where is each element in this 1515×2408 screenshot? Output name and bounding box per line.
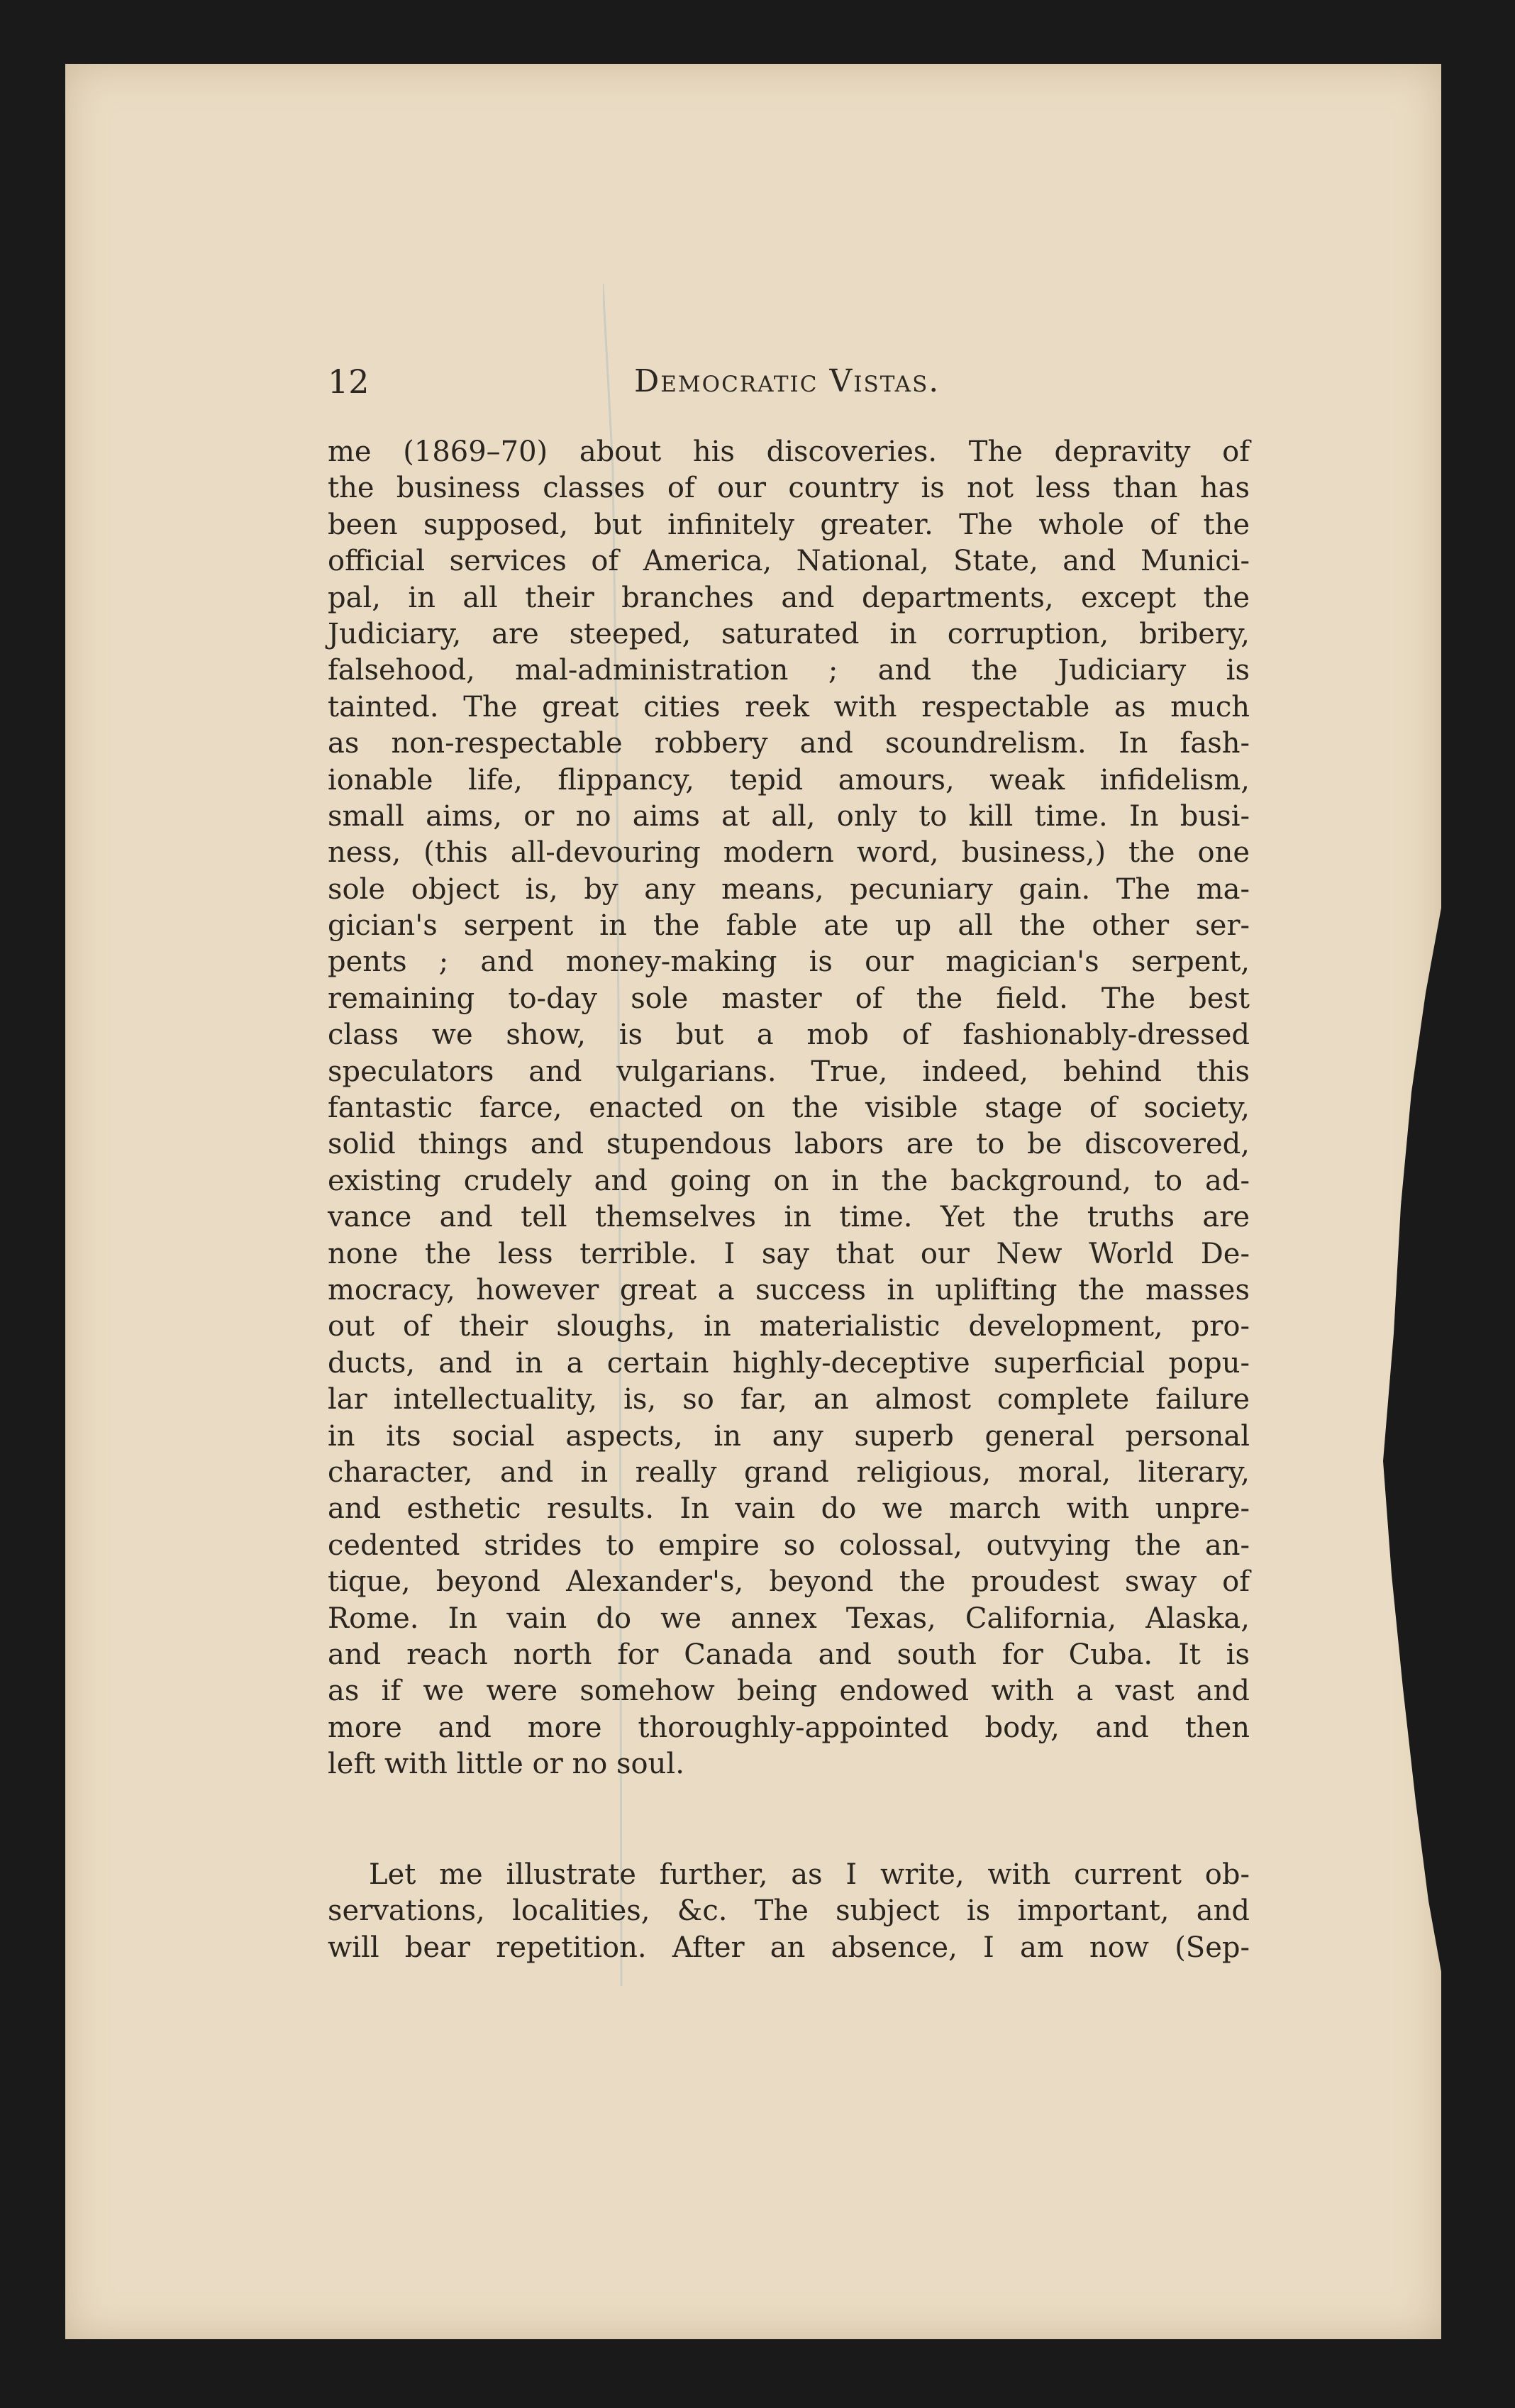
text-line: ness, (this all-devouring modern word, business,) the one (328, 836, 1250, 870)
text-line: as if we were somehow being endowed with a vast and (328, 1675, 1250, 1708)
text-line: left with little or no soul. (328, 1748, 684, 1781)
text-line: vance and tell themselves in time. Yet the truths are (328, 1201, 1250, 1234)
text-line: out of their sloughs, in materialistic development, pro- (328, 1310, 1250, 1343)
text-line: will bear repetition. After an absence, I am now (Sep- (328, 1931, 1250, 1964)
text-line: pal, in all their branches and departments, except the (328, 581, 1250, 614)
text-line: cedented strides to empire so colossal, outvying the an- (328, 1528, 1250, 1562)
text-line: solid things and stupendous labors are to be discovered, (328, 1128, 1250, 1161)
text-line: and reach north for Canada and south for Cuba. It is (328, 1638, 1250, 1671)
text-line: existing crudely and going on in the background, to ad- (328, 1164, 1250, 1197)
paragraph (328, 434, 1250, 1782)
page-header (328, 360, 1236, 403)
text-line: as non-respectable robbery and scoundrelism. In fash- (328, 727, 1250, 760)
text-line: tique, beyond Alexander's, beyond the proudest sway of (328, 1565, 1250, 1599)
text-line: gician's serpent in the fable ate up all the other ser- (328, 909, 1250, 943)
text-line: and esthetic results. In vain do we march with unpre- (328, 1492, 1250, 1526)
torn-right-edge (1277, 908, 1461, 1972)
text-line: servations, localities, &c. The subject is important, and (328, 1894, 1250, 1928)
text-line: fantastic farce, enacted on the visible stage of society, (328, 1092, 1250, 1125)
text-line: official services of America, National, State, and Munici- (328, 545, 1250, 578)
text-line: remaining to-day sole master of the field. The best (328, 982, 1250, 1015)
text-line: falsehood, mal-administration ; and the Judiciary is (328, 654, 1250, 687)
text-line: sole object is, by any means, pecuniary gain. The ma- (328, 872, 1250, 906)
text-line: mocracy, however great a success in uplifting the masses (328, 1273, 1250, 1306)
text-line: pents ; and money-making is our magician's serpent, (328, 945, 1250, 979)
text-line: in its social aspects, in any superb general personal (328, 1419, 1250, 1453)
text-line: none the less terrible. I say that our New World De- (328, 1237, 1250, 1270)
text-line: the business classes of our country is not less than has (328, 472, 1250, 505)
text-line: character, and in really grand religious, moral, literary, (328, 1455, 1250, 1489)
text-line: Let me illustrate further, as I write, with current ob- (369, 1858, 1250, 1891)
text-line: lar intellectuality, is, so far, an almost complete failure (328, 1383, 1250, 1416)
text-line: ducts, and in a certain highly-deceptive superficial popu- (328, 1346, 1250, 1380)
text-line: small aims, or no aims at all, only to kill time. In busi- (328, 799, 1250, 833)
running-title: Democratic Vistas. (634, 363, 940, 399)
text-line: tainted. The great cities reek with respectable as much (328, 690, 1250, 723)
text-line: been supposed, but infinitely greater. The whole of the (328, 508, 1250, 541)
page-number: 12 (328, 362, 370, 401)
text-line: me (1869–70) about his discoveries. The depravity of (328, 435, 1250, 468)
text-line: Judiciary, are steeped, saturated in corruption, bribery, (328, 617, 1250, 650)
text-line: speculators and vulgarians. True, indeed, behind this (328, 1055, 1250, 1088)
text-line: ionable life, flippancy, tepid amours, weak infidelism, (328, 763, 1250, 797)
paragraph (328, 1857, 1250, 1966)
text-line: class we show, is but a mob of fashionably-dressed (328, 1019, 1250, 1052)
text-line: Rome. In vain do we annex Texas, California, Alaska, (328, 1602, 1250, 1635)
text-line: more and more thoroughly-appointed body, and then (328, 1711, 1250, 1744)
